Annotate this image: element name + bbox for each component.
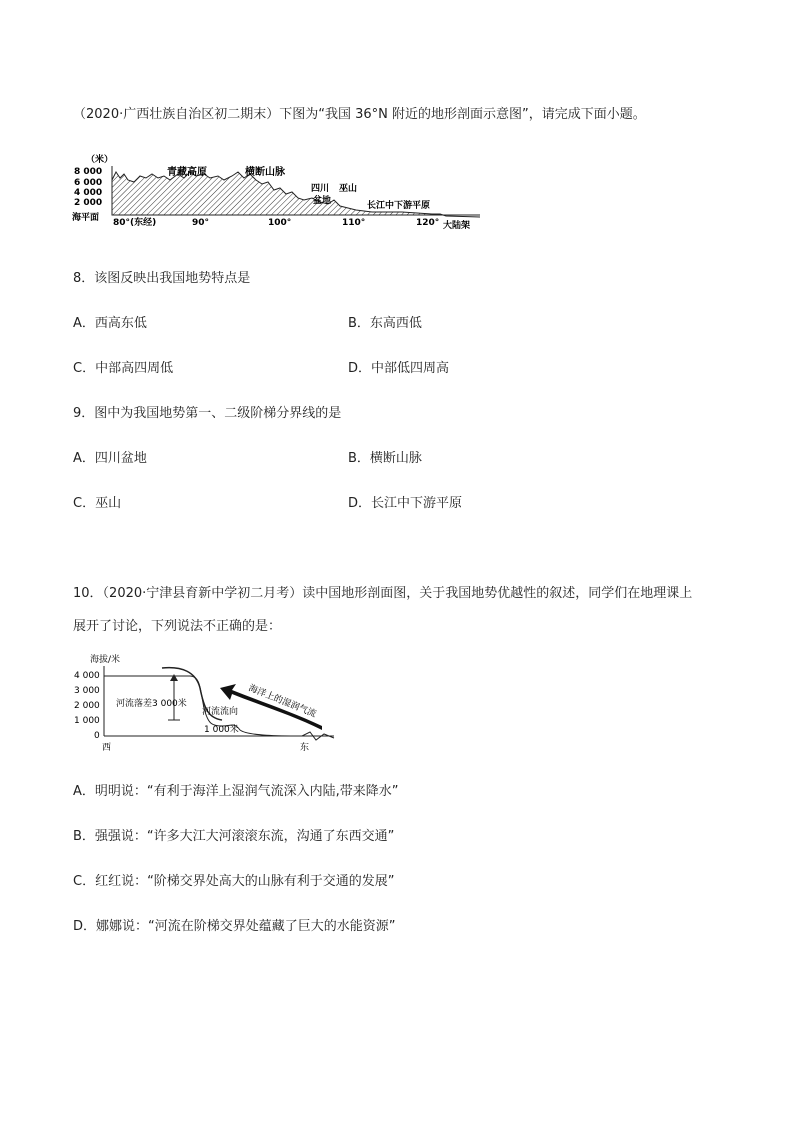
fig1-xtick-100: 100° [268,218,292,228]
fig1-label-hengduan: 横断山脉 [245,167,285,178]
q8-option-c[interactable]: C．中部高四周低 [73,361,174,376]
q-intro-text: （2020·广西壮族自治区初二期末）下图为“我国 36°N 附近的地形剖面示意图”，请完成下面小题。 [73,107,646,122]
fig2-ytick-3000: 3 000 [74,686,100,696]
fig2-low-label: 1 000米 [204,725,239,735]
fig2-ytick-0: 0 [94,731,100,741]
q9-option-b[interactable]: B．横断山脉 [348,451,422,466]
fig1-label-sichuan: 四川 [311,184,330,194]
terrain-profile-figure [72,148,482,238]
q8-option-d[interactable]: D．中部低四周高 [348,361,450,376]
q10-option-a[interactable]: A．明明说：“有利于海洋上湿润气流深入内陆,带来降水” [73,784,399,799]
q9-option-d[interactable]: D．长江中下游平原 [348,496,463,511]
fig1-ytick-2000: 2 000 [74,198,103,208]
drop-arrow-up [170,674,178,681]
fig2-airflow-label: 海洋上的湿润气流 [246,683,318,720]
fig1-label-qinghai-tibet: 青藏高原 [167,167,207,178]
china-section-figure [72,648,342,756]
fig2-ytick-1000: 1 000 [74,716,100,726]
fig2-flow-label: 河流流向 [202,707,239,717]
fig1-ytick-6000: 6 000 [74,178,103,188]
fig1-ytick-sealevel: 海平面 [72,213,100,223]
q10-stem-line2: 展开了讨论，下列说法不正确的是： [73,619,282,634]
q8-option-b[interactable]: B．东高西低 [348,316,422,331]
fig1-ytick-4000: 4 000 [74,188,103,198]
q9-option-a[interactable]: A．四川盆地 [73,451,147,466]
fig1-unit: （米） [86,155,114,165]
fig2-axis-title: 海拔/米 [90,655,121,665]
q10-option-d[interactable]: D．娜娜说：“河流在阶梯交界处蕴藏了巨大的水能资源” [73,919,396,934]
q10-stem-line1: 10．（2020·宁津县育新中学初二月考）读中国地形剖面图，关于我国地势优越性的叙述，同学们在地理课上 [73,586,693,601]
q10-option-c[interactable]: C．红红说：“阶梯交界处高大的山脉有利于交通的发展” [73,874,395,889]
fig2-ytick-2000: 2 000 [74,701,100,711]
fig2-drop-label: 河流落差3 000米 [116,699,187,709]
fig1-label-yangtze-plain: 长江中下游平原 [367,201,431,211]
q8-stem: 8．该图反映出我国地势特点是 [73,271,251,286]
fig1-xtick-90: 90° [192,218,210,228]
fig2-west-label: 西 [102,743,112,753]
fig1-ytick-8000: 8 000 [74,167,103,177]
q8-option-a[interactable]: A．西高东低 [73,316,147,331]
fig2-east-label: 东 [300,743,310,753]
fig1-label-shelf: 大陆架 [443,221,471,231]
fig1-label-basin: 盆地 [313,196,332,206]
fig1-xtick-110: 110° [342,218,366,228]
q9-option-c[interactable]: C．巫山 [73,496,122,511]
q10-option-b[interactable]: B．强强说：“许多大江大河滚滚东流，沟通了东西交通” [73,829,395,844]
fig1-xtick-80: 80°(东经) [113,218,157,228]
fig2-ytick-4000: 4 000 [74,671,100,681]
fig1-xtick-120: 120° [416,218,440,228]
fig1-label-wushan: 巫山 [339,184,358,194]
q9-stem: 9．图中为我国地势第一、二级阶梯分界线的是 [73,406,342,421]
